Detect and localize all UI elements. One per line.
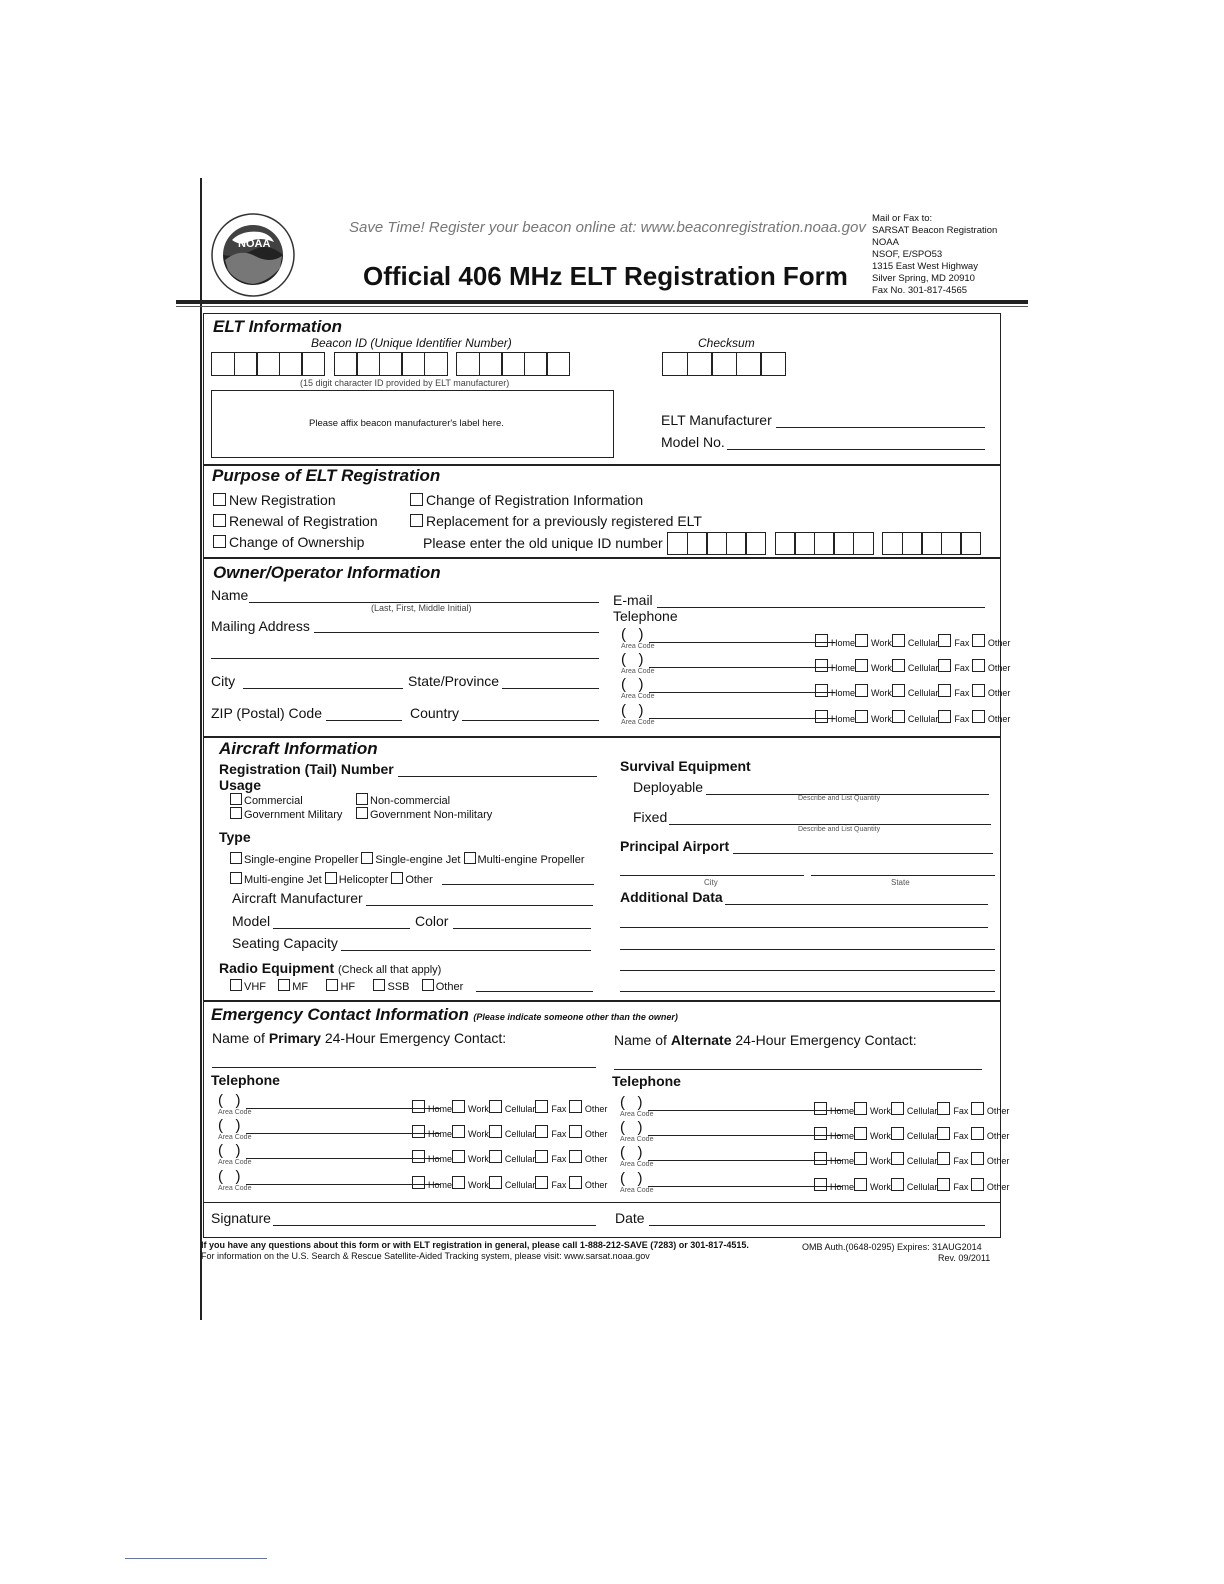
checkbox[interactable] [972, 634, 985, 647]
phone-type-options[interactable]: Home Work Cellular Fax Other [814, 1127, 1009, 1141]
alternate-contact-field[interactable] [614, 1069, 982, 1070]
gov-military-option[interactable]: Government Military [230, 807, 342, 821]
checkbox[interactable] [855, 634, 868, 647]
phone-type-options[interactable]: Home Work Cellular Fax Other [814, 1152, 1009, 1166]
checkbox[interactable] [326, 979, 338, 991]
elt-manufacturer-field[interactable] [776, 427, 985, 428]
beacon-digit[interactable] [524, 352, 548, 376]
registration-field[interactable] [398, 776, 597, 777]
city-field[interactable] [243, 688, 403, 689]
phone-type-options[interactable]: Home Work Cellular Fax Other [815, 710, 1010, 724]
checkbox[interactable] [891, 1178, 904, 1191]
state-field[interactable] [502, 688, 599, 689]
alternate-contact-label: Name of Alternate 24-Hour Emergency Contact: [614, 1032, 917, 1048]
airport-city-field[interactable] [620, 875, 804, 876]
registration-label: Registration (Tail) Number [219, 761, 394, 777]
country-label: Country [410, 705, 460, 721]
mailing-address-label: Mailing Address [211, 618, 310, 634]
checkbox[interactable] [356, 793, 368, 805]
checkbox[interactable] [815, 710, 828, 723]
name-hint: (Last, First, Middle Initial) [371, 603, 472, 613]
city-label: City [211, 673, 236, 689]
checkbox[interactable] [230, 852, 242, 864]
phone-field[interactable] [246, 1184, 440, 1185]
checkbox[interactable] [464, 852, 476, 864]
beacon-digit[interactable] [279, 352, 303, 376]
checkbox[interactable] [422, 979, 434, 991]
name-label: Name [211, 587, 249, 603]
elt-heading: ELT Information [213, 317, 343, 336]
beacon-digit[interactable] [211, 352, 235, 376]
phone-type-options[interactable]: Home Work Cellular Fax Other [412, 1150, 607, 1164]
zip-field[interactable] [326, 720, 402, 721]
phone-type-options[interactable]: Home Work Cellular Fax Other [815, 659, 1010, 673]
fixed-hint: Describe and List Quantity [798, 826, 881, 833]
phone-field[interactable] [648, 1160, 842, 1161]
area-code-parens: ( ) [621, 651, 644, 668]
additional-label: Additional Data [620, 889, 723, 905]
fixed-field[interactable] [669, 824, 991, 825]
footer-questions: If you have any questions about this form or with ELT registration in general, please call 1-888-212-SAVE (7283) or 301-817-4515. [201, 1240, 749, 1250]
checkbox[interactable] [569, 1176, 582, 1189]
area-code-parens: ( ) [620, 1170, 643, 1187]
checkbox[interactable] [937, 1178, 950, 1191]
checkbox[interactable] [854, 1152, 867, 1165]
mailing-address-field[interactable] [314, 632, 599, 633]
old-id-digit[interactable] [745, 532, 766, 555]
phone-field[interactable] [649, 667, 835, 668]
checkbox[interactable] [854, 1127, 867, 1140]
area-code-hint: Area Code [620, 1187, 654, 1194]
checkbox[interactable] [892, 659, 905, 672]
checkbox[interactable] [971, 1178, 984, 1191]
date-field[interactable] [649, 1225, 985, 1226]
checkbox[interactable] [937, 1127, 950, 1140]
additional-field-4[interactable] [620, 970, 995, 971]
checkbox[interactable] [535, 1100, 548, 1113]
phone-type-options[interactable]: Home Work Cellular Fax Other [815, 684, 1010, 698]
area-code-parens: ( ) [218, 1092, 241, 1109]
old-id-digit[interactable] [941, 532, 962, 555]
beacon-digit[interactable] [256, 352, 280, 376]
checkbox[interactable] [814, 1127, 827, 1140]
country-field[interactable] [462, 720, 599, 721]
primary-contact-field[interactable] [212, 1067, 596, 1068]
beacon-digit[interactable] [334, 352, 358, 376]
signature-field[interactable] [273, 1225, 596, 1226]
checkbox[interactable] [892, 634, 905, 647]
area-code-hint: Area Code [620, 1136, 654, 1143]
state-label: State/Province [408, 673, 500, 689]
checkbox[interactable] [325, 872, 337, 884]
additional-field-2[interactable] [620, 927, 988, 928]
checkbox[interactable] [938, 710, 951, 723]
checkbox[interactable] [489, 1176, 502, 1189]
phone-field[interactable] [246, 1133, 440, 1134]
color-label: Color [415, 913, 449, 929]
area-code-hint: Area Code [218, 1109, 252, 1116]
beacon-id-hint: (15 digit character ID provided by ELT manufacturer) [300, 378, 510, 388]
checkbox[interactable] [452, 1150, 465, 1163]
email-field[interactable] [657, 607, 985, 608]
airport-state-hint: State [891, 878, 910, 887]
old-id-digit[interactable] [902, 532, 923, 555]
checkbox[interactable] [972, 684, 985, 697]
primary-contact-label: Name of Primary 24-Hour Emergency Contact: [212, 1030, 507, 1046]
checkbox[interactable] [452, 1125, 465, 1138]
left-margin-line [200, 178, 202, 1320]
checksum-label: Checksum [698, 336, 755, 350]
phone-field[interactable] [246, 1158, 440, 1159]
seating-field[interactable] [341, 950, 591, 951]
checkbox[interactable] [412, 1100, 425, 1113]
checkbox[interactable] [815, 659, 828, 672]
checkbox[interactable] [412, 1176, 425, 1189]
beacon-digit[interactable] [234, 352, 258, 376]
checkbox[interactable] [373, 979, 385, 991]
checkbox[interactable] [938, 659, 951, 672]
checkbox[interactable] [569, 1100, 582, 1113]
checkbox[interactable] [213, 493, 226, 506]
beacon-digit[interactable] [424, 352, 448, 376]
phone-type-options[interactable]: Home Work Cellular Fax Other [815, 634, 1010, 648]
checkbox[interactable] [972, 710, 985, 723]
area-code-hint: Area Code [620, 1161, 654, 1168]
fixed-label: Fixed [633, 809, 668, 825]
seating-label: Seating Capacity [232, 935, 338, 951]
area-code-hint: Area Code [620, 1111, 654, 1118]
radio-other-field[interactable] [476, 991, 593, 992]
checkbox[interactable] [489, 1125, 502, 1138]
logo-text: NOAA [238, 238, 271, 250]
aircraft-heading: Aircraft Information [219, 739, 378, 758]
checkbox[interactable] [412, 1125, 425, 1138]
checksum-boxes[interactable] [662, 352, 785, 376]
checkbox[interactable] [971, 1102, 984, 1115]
change-ownership-option[interactable]: Change of Ownership [213, 534, 364, 550]
checkbox[interactable] [230, 872, 242, 884]
old-id-label: Please enter the old unique ID number [423, 535, 663, 551]
area-code-parens: ( ) [218, 1117, 241, 1134]
date-label: Date [615, 1210, 645, 1226]
phone-field[interactable] [649, 692, 835, 693]
beacon-digit[interactable] [479, 352, 503, 376]
noaa-logo [210, 212, 296, 298]
divider [203, 1000, 1001, 1002]
phone-type-options[interactable]: Home Work Cellular Fax Other [412, 1176, 607, 1190]
emergency-heading: Emergency Contact Information (Please indicate someone other than the owner) [211, 1005, 678, 1024]
area-code-hint: Area Code [621, 643, 655, 650]
checkbox[interactable] [410, 514, 423, 527]
checkbox[interactable] [854, 1102, 867, 1115]
airport-label: Principal Airport [620, 838, 730, 854]
aircraft-type-row-2[interactable]: Multi-engine Jet Helicopter Other [230, 872, 433, 886]
change-info-option[interactable]: Change of Registration Information [410, 492, 643, 508]
checkbox[interactable] [937, 1152, 950, 1165]
checkbox[interactable] [891, 1152, 904, 1165]
area-code-parens: ( ) [621, 626, 644, 643]
checkbox[interactable] [855, 710, 868, 723]
checkbox[interactable] [814, 1178, 827, 1191]
area-code-hint: Area Code [218, 1185, 252, 1192]
checkbox[interactable] [855, 659, 868, 672]
old-id-digit[interactable] [667, 532, 688, 555]
area-code-hint: Area Code [218, 1159, 252, 1166]
primary-telephone-label: Telephone [211, 1072, 280, 1088]
page-title: Official 406 MHz ELT Registration Form [363, 261, 848, 291]
omb-auth: OMB Auth.(0648-0295) Expires: 31AUG2014 [802, 1242, 982, 1252]
email-label: E-mail [613, 592, 653, 608]
phone-field[interactable] [648, 1186, 842, 1187]
area-code-parens: ( ) [620, 1119, 643, 1136]
beacon-id-label: Beacon ID (Unique Identifier Number) [311, 336, 512, 350]
airport-field[interactable] [733, 853, 993, 854]
checkbox[interactable] [391, 872, 403, 884]
checkbox[interactable] [230, 807, 242, 819]
phone-type-options[interactable]: Home Work Cellular Fax Other [814, 1102, 1009, 1116]
commercial-option[interactable]: Commercial [230, 793, 303, 807]
phone-field[interactable] [649, 642, 835, 643]
checkbox[interactable] [814, 1102, 827, 1115]
additional-field[interactable] [725, 904, 988, 905]
beacon-digit[interactable] [301, 352, 325, 376]
radio-options[interactable]: VHF MF HF SSB Other [230, 979, 463, 993]
model-label: Model [232, 913, 271, 929]
old-id-digit[interactable] [687, 532, 708, 555]
old-id-digit[interactable] [833, 532, 854, 555]
non-commercial-option[interactable]: Non-commercial [356, 793, 450, 807]
owner-telephone-label: Telephone [613, 608, 678, 624]
phone-field[interactable] [648, 1135, 842, 1136]
phone-field[interactable] [246, 1108, 440, 1109]
area-code-parens: ( ) [620, 1144, 643, 1161]
area-code-hint: Area Code [218, 1134, 252, 1141]
old-id-digit[interactable] [882, 532, 903, 555]
checkbox[interactable] [489, 1100, 502, 1113]
model-no-label: Model No. [661, 434, 725, 450]
checksum-digit[interactable] [760, 352, 786, 376]
aircraft-manufacturer-label: Aircraft Manufacturer [232, 890, 363, 906]
elt-manufacturer-label: ELT Manufacturer [661, 412, 772, 428]
checkbox[interactable] [937, 1102, 950, 1115]
header-rule [176, 300, 1028, 304]
checksum-digit[interactable] [662, 352, 688, 376]
checkbox[interactable] [452, 1100, 465, 1113]
checkbox[interactable] [535, 1150, 548, 1163]
divider [203, 1202, 1001, 1203]
checkbox[interactable] [535, 1125, 548, 1138]
phone-field[interactable] [649, 718, 835, 719]
checkbox[interactable] [814, 1152, 827, 1165]
checkbox[interactable] [971, 1127, 984, 1140]
area-code-parens: ( ) [620, 1094, 643, 1111]
deployable-label: Deployable [633, 779, 704, 795]
old-id-boxes[interactable] [667, 532, 980, 555]
beacon-digit[interactable] [456, 352, 480, 376]
alternate-telephone-label: Telephone [612, 1073, 681, 1089]
checkbox[interactable] [230, 793, 242, 805]
old-id-digit[interactable] [853, 532, 874, 555]
beacon-digit[interactable] [401, 352, 425, 376]
checkbox[interactable] [815, 634, 828, 647]
label-box-text: Please affix beacon manufacturer's label here. [309, 418, 504, 429]
checkbox[interactable] [854, 1178, 867, 1191]
signature-label: Signature [211, 1210, 271, 1226]
old-id-digit[interactable] [726, 532, 747, 555]
purpose-heading: Purpose of ELT Registration [212, 466, 441, 485]
beacon-digit[interactable] [501, 352, 525, 376]
checkbox[interactable] [855, 684, 868, 697]
model-field[interactable] [273, 928, 410, 929]
checkbox[interactable] [938, 684, 951, 697]
additional-field-5[interactable] [620, 991, 995, 992]
checkbox[interactable] [535, 1176, 548, 1189]
footer-info: For information on the U.S. Search & Rescue Satellite-Aided Tracking system, please visit: www.sarsat.noaa.gov [201, 1251, 650, 1261]
divider [203, 557, 1001, 559]
checkbox[interactable] [361, 852, 373, 864]
checkbox[interactable] [213, 535, 226, 548]
checkbox[interactable] [356, 807, 368, 819]
gov-non-military-option[interactable]: Government Non-military [356, 807, 492, 821]
checkbox[interactable] [938, 634, 951, 647]
color-field[interactable] [453, 928, 591, 929]
header-tagline: Save Time! Register your beacon online at: www.beaconregistration.noaa.gov [349, 219, 866, 236]
checkbox[interactable] [569, 1125, 582, 1138]
replacement-option[interactable]: Replacement for a previously registered ELT [410, 513, 702, 529]
checkbox[interactable] [489, 1150, 502, 1163]
checkbox[interactable] [230, 979, 242, 991]
phone-field[interactable] [648, 1110, 842, 1111]
beacon-digit[interactable] [546, 352, 570, 376]
area-code-parens: ( ) [621, 702, 644, 719]
airport-state-field[interactable] [811, 875, 995, 876]
new-registration-option[interactable]: New Registration [213, 492, 336, 508]
beacon-id-boxes[interactable] [211, 352, 579, 376]
aircraft-manufacturer-field[interactable] [366, 905, 593, 906]
checkbox[interactable] [815, 684, 828, 697]
checkbox[interactable] [569, 1150, 582, 1163]
header-rule-thin [176, 306, 1028, 307]
divider [203, 736, 1001, 738]
phone-type-options[interactable]: Home Work Cellular Fax Other [412, 1125, 607, 1139]
type-other-field[interactable] [442, 884, 594, 885]
area-code-parens: ( ) [621, 676, 644, 693]
usage-label: Usage [219, 777, 262, 793]
phone-type-options[interactable]: Home Work Cellular Fax Other [814, 1178, 1009, 1192]
radio-label: Radio Equipment (Check all that apply) [219, 960, 442, 976]
area-code-parens: ( ) [218, 1168, 241, 1185]
aircraft-type-row-1[interactable]: Single-engine Propeller Single-engine Jet Multi-engine Propeller [230, 852, 585, 866]
owner-heading: Owner/Operator Information [213, 563, 441, 582]
checkbox[interactable] [891, 1127, 904, 1140]
area-code-parens: ( ) [218, 1142, 241, 1159]
checkbox[interactable] [891, 1102, 904, 1115]
area-code-hint: Area Code [621, 693, 655, 700]
checkbox[interactable] [410, 493, 423, 506]
mail-address: Mail or Fax to: SARSAT Beacon Registration NOAA NSOF, E/SPO53 1315 East West Highway Silver Spring, MD 20910 Fax No. 301-817-4565 [872, 213, 998, 296]
checksum-digit[interactable] [687, 352, 713, 376]
checkbox[interactable] [892, 684, 905, 697]
checkbox[interactable] [412, 1150, 425, 1163]
mailing-address-field-2[interactable] [211, 658, 599, 659]
airport-city-hint: City [704, 878, 718, 887]
old-id-digit[interactable] [775, 532, 796, 555]
checkbox[interactable] [892, 710, 905, 723]
additional-field-3[interactable] [620, 949, 995, 950]
old-id-digit[interactable] [921, 532, 942, 555]
bottom-rule [125, 1558, 267, 1559]
renewal-option[interactable]: Renewal of Registration [213, 513, 378, 529]
zip-label: ZIP (Postal) Code [211, 705, 323, 721]
old-id-digit[interactable] [794, 532, 815, 555]
beacon-digit[interactable] [379, 352, 403, 376]
checkbox[interactable] [213, 514, 226, 527]
checksum-digit[interactable] [736, 352, 762, 376]
area-code-hint: Area Code [621, 668, 655, 675]
checkbox[interactable] [972, 659, 985, 672]
checkbox[interactable] [452, 1176, 465, 1189]
model-no-field[interactable] [727, 449, 985, 450]
deployable-hint: Describe and List Quantity [798, 795, 881, 802]
checksum-digit[interactable] [711, 352, 737, 376]
old-id-digit[interactable] [814, 532, 835, 555]
old-id-digit[interactable] [960, 532, 981, 555]
checkbox[interactable] [971, 1152, 984, 1165]
survival-label: Survival Equipment [620, 758, 751, 774]
area-code-hint: Area Code [621, 719, 655, 726]
revision: Rev. 09/2011 [938, 1253, 991, 1263]
beacon-digit[interactable] [356, 352, 380, 376]
old-id-digit[interactable] [706, 532, 727, 555]
phone-type-options[interactable]: Home Work Cellular Fax Other [412, 1100, 607, 1114]
type-label: Type [219, 829, 251, 845]
checkbox[interactable] [278, 979, 290, 991]
